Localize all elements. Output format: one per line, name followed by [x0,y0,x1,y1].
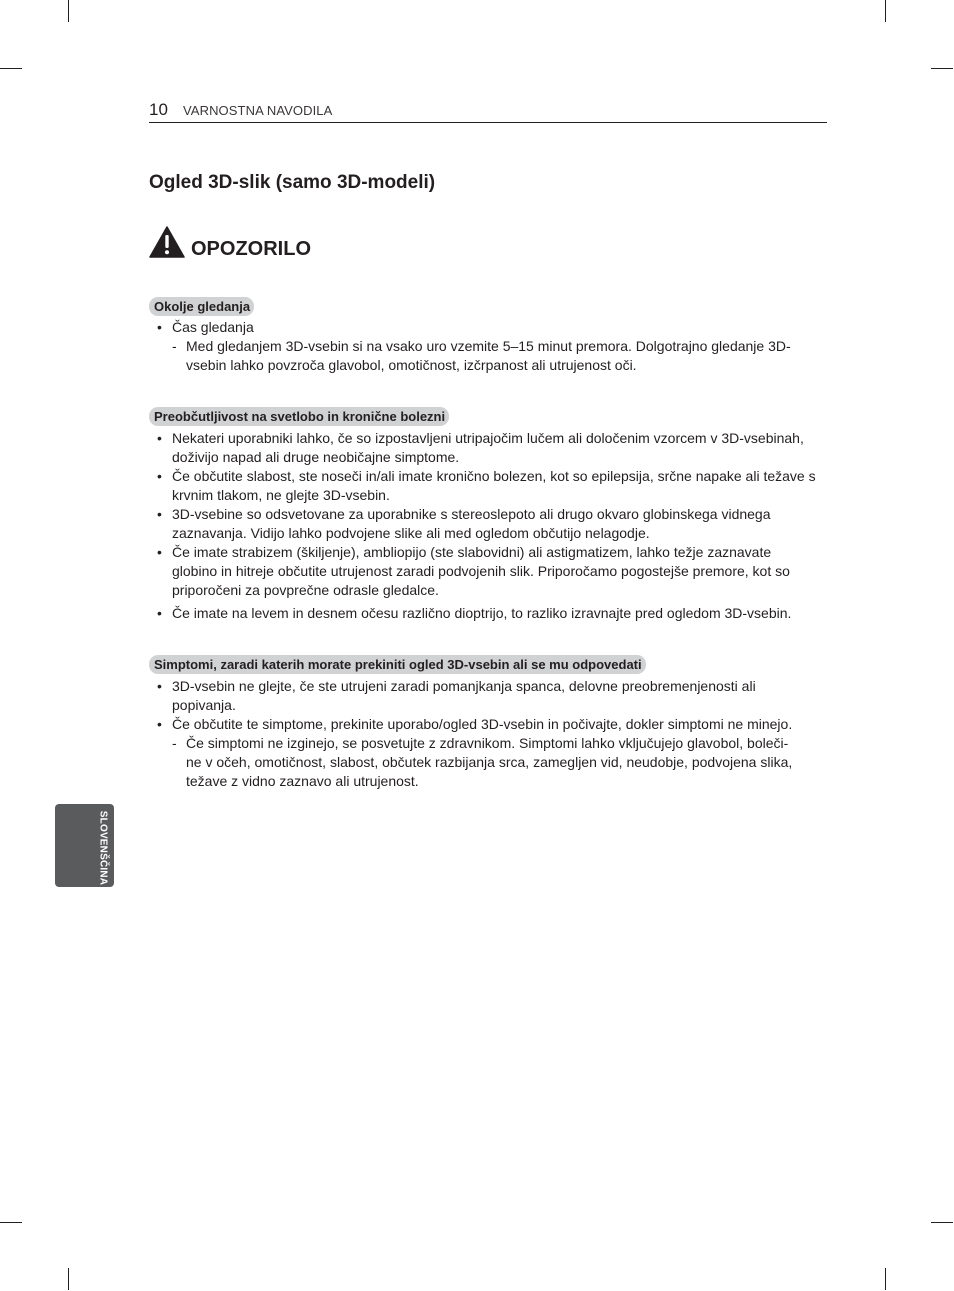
header-title: VARNOSTNA NAVODILA [183,103,333,118]
bullet-icon: • [157,678,162,694]
crop-mark [0,1222,22,1223]
crop-mark [0,68,22,69]
section-title: Ogled 3D-slik (samo 3D-modeli) [149,172,436,193]
warning-triangle-icon [149,226,185,258]
language-side-tab [55,804,114,887]
crop-mark [931,68,953,69]
list-item: Med gledanjem 3D-vsebin si na vsako uro vzemite 5–15 minut premora. Dolgotrajno gledanje 3D- [186,338,791,354]
crop-mark [68,0,69,22]
bullet-icon: • [157,319,162,335]
list-item: Če imate strabizem (škiljenje), ambliopijo (ste slabovidni) ali astigmatizem, lahko težje zaznavate [172,544,772,560]
list-item-continuation: težave z vidno zaznavo ali utrujenost. [186,773,419,789]
warning-title: OPOZORILO [191,238,311,260]
bullet-icon: • [157,430,162,446]
list-item-continuation: priporočeni za povprečne odrasle gledalce. [172,582,439,598]
subsection-heading: Okolje gledanja [149,297,254,316]
bullet-icon: • [157,716,162,732]
list-item: Čas gledanja [172,319,254,335]
list-item: Če občutite slabost, ste noseči in/ali imate kronično bolezen, kot so epilepsija, srčne napake ali težave s [172,468,816,484]
list-item-continuation: krvnim tlakom, ne glejte 3D-vsebin. [172,487,390,503]
subsection-heading: Preobčutljivost na svetlobo in kronične bolezni [149,407,449,426]
page-header [149,100,827,123]
page-number: 10 [149,100,168,119]
list-item-continuation: popivanja. [172,697,236,713]
list-item: 3D-vsebine so odsvetovane za uporabnike s stereoslepoto ali drugo okvaro globinskega vidnega [172,506,771,522]
crop-mark [885,0,886,22]
list-item: Nekateri uporabniki lahko, če so izpostavljeni utripajočim lučem ali določenim vzorcem v 3D-vsebinah, [172,430,804,446]
bullet-icon: • [157,506,162,522]
crop-mark [885,1268,886,1290]
list-item: Če imate na levem in desnem očesu različno dioptrijo, to razliko izravnajte pred ogledom 3D-vsebin. [172,605,792,621]
list-item-continuation: doživijo napad ali druge neobičajne simptome. [172,449,460,465]
list-item: Če občutite te simptome, prekinite uporabo/ogled 3D-vsebin in počivajte, dokler simptomi ne minejo. [172,716,793,732]
crop-mark [931,1222,953,1223]
list-item-continuation: vsebin lahko povzroča glavobol, omotičnost, izčrpanost ali utrujenost oči. [186,357,637,373]
list-item-continuation: zaznavanja. Vidijo lahko podvojene slike ali med ogledom občutijo nelagodje. [172,525,650,541]
bullet-icon: • [157,468,162,484]
bullet-icon: • [157,544,162,560]
language-label: SLOVENŠČINA [97,810,109,886]
bullet-icon: • [157,605,162,621]
list-item-continuation: globino in hitreje občutite utrujenost zaradi podvojenih slik. Priporočamo pogostejše premore, kot so [172,563,790,579]
list-item: Če simptomi ne izginejo, se posvetujte z zdravnikom. Simptomi lahko vključujejo glavobol, boleči- [186,735,789,751]
subsection-heading: Simptomi, zaradi katerih morate prekiniti ogled 3D-vsebin ali se mu odpovedati [149,655,646,674]
dash-icon: - [172,338,177,354]
dash-icon: - [172,735,177,751]
list-item: 3D-vsebin ne glejte, če ste utrujeni zaradi pomanjkanja spanca, delovne preobremenjenosti ali [172,678,756,694]
crop-mark [68,1268,69,1290]
list-item-continuation: ne v očeh, omotičnost, slabost, občutek razbijanja srca, zamegljen vid, neudobje, podvojena slika, [186,754,793,770]
